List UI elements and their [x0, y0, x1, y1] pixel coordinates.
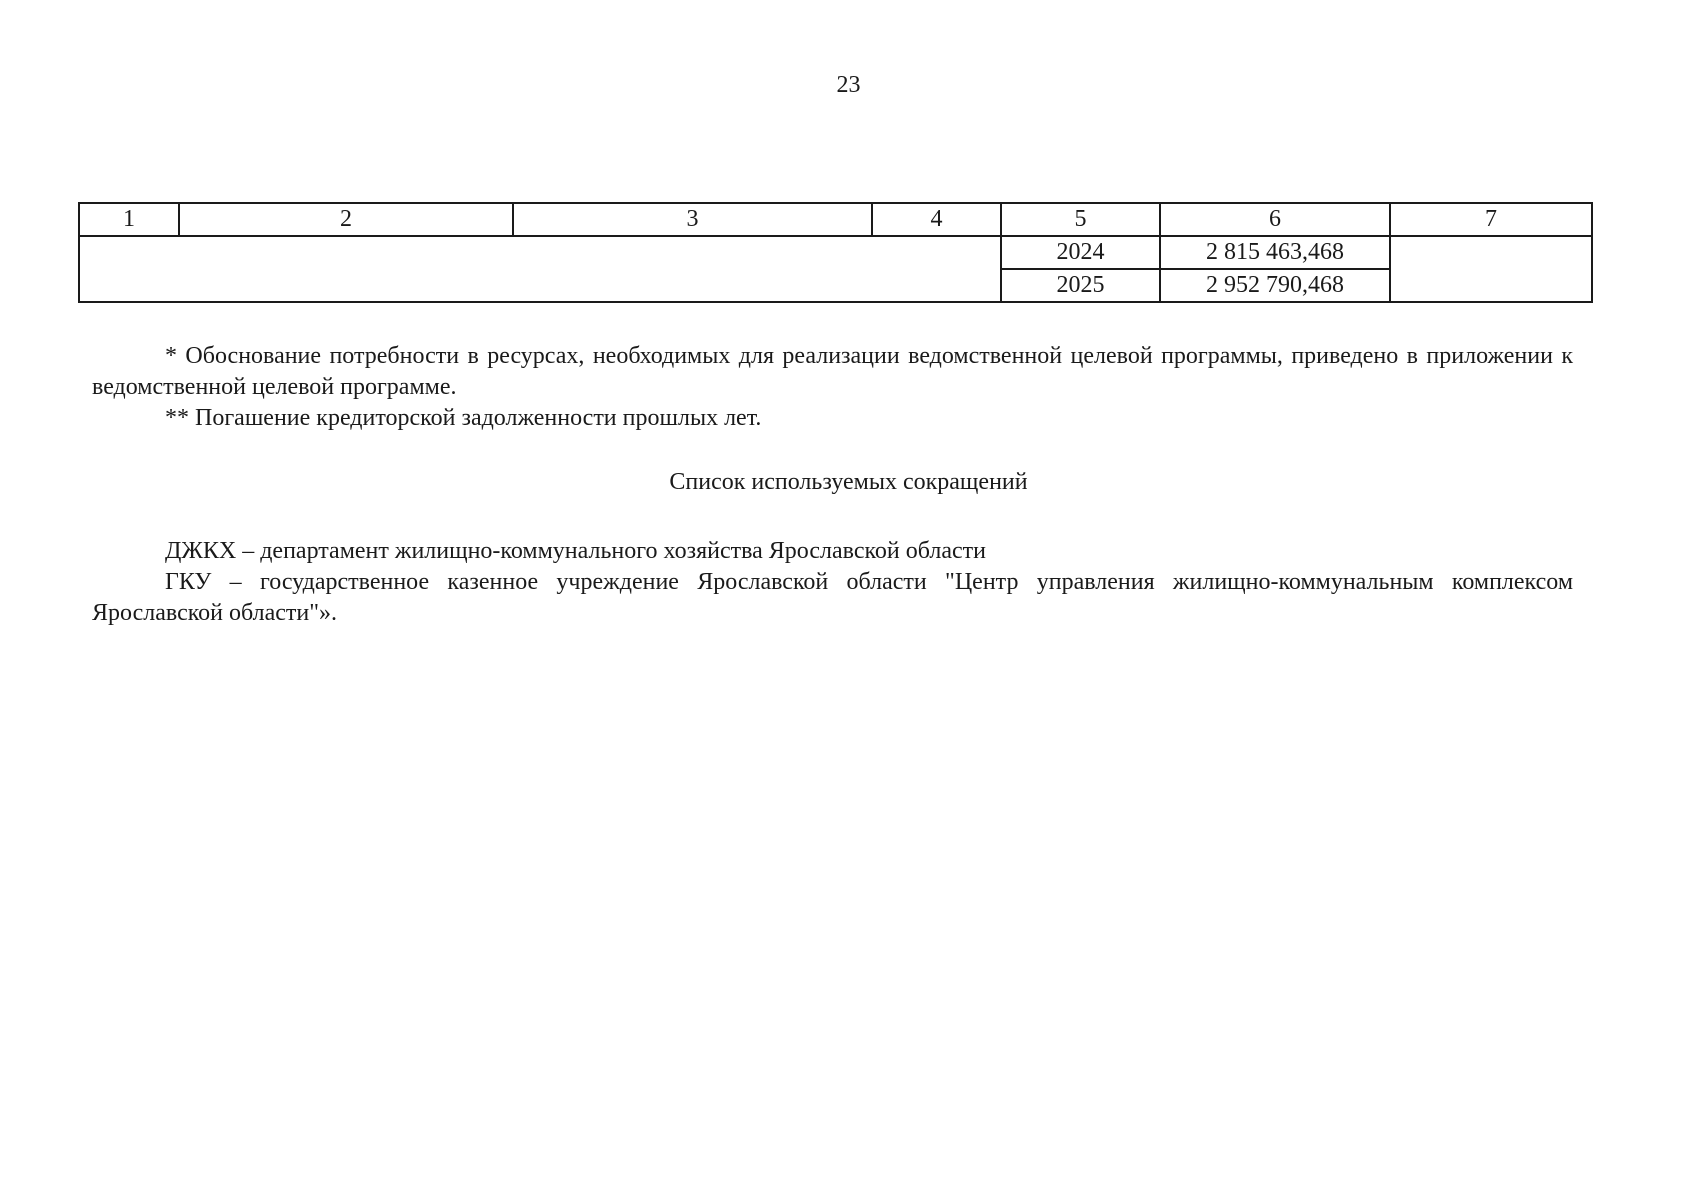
merged-empty-cell	[79, 236, 1001, 302]
table-header-cell: 1	[79, 203, 179, 236]
amount-cell: 2 815 463,468	[1160, 236, 1390, 269]
table-row	[79, 236, 1592, 269]
abbreviations-list	[92, 536, 1573, 629]
footnotes	[92, 341, 1573, 434]
empty-cell	[1390, 236, 1592, 302]
year-cell: 2025	[1001, 269, 1160, 302]
footnote: ** Погашение кредиторской задолженности прошлых лет.	[165, 405, 762, 431]
footnote: * Обоснование потребности в ресурсах, необходимых для реализации ведомственной целевой программы, приведено в приложении к ведомственной целевой программе.	[92, 343, 1573, 400]
abbreviation-item: ДЖКХ – департамент жилищно-коммунального хозяйства Ярославской области	[165, 538, 987, 564]
funding-table	[78, 202, 1593, 303]
abbreviations-heading: Список используемых сокращений	[669, 469, 1028, 495]
page-number: 23	[836, 72, 861, 98]
table-header-cell: 4	[872, 203, 1001, 236]
abbreviation-item: ГКУ – государственное казенное учреждение Ярославской области "Центр управления жилищно-коммунальным комплексом Ярославской области"».	[92, 569, 1573, 626]
table-header-cell: 6	[1160, 203, 1390, 236]
year-cell: 2024	[1001, 236, 1160, 269]
table-header-cell: 7	[1390, 203, 1592, 236]
table-header-cell: 3	[513, 203, 872, 236]
table-header-cell: 5	[1001, 203, 1160, 236]
table-header-cell: 2	[179, 203, 513, 236]
table-header-row	[79, 203, 1592, 236]
amount-cell: 2 952 790,468	[1160, 269, 1390, 302]
